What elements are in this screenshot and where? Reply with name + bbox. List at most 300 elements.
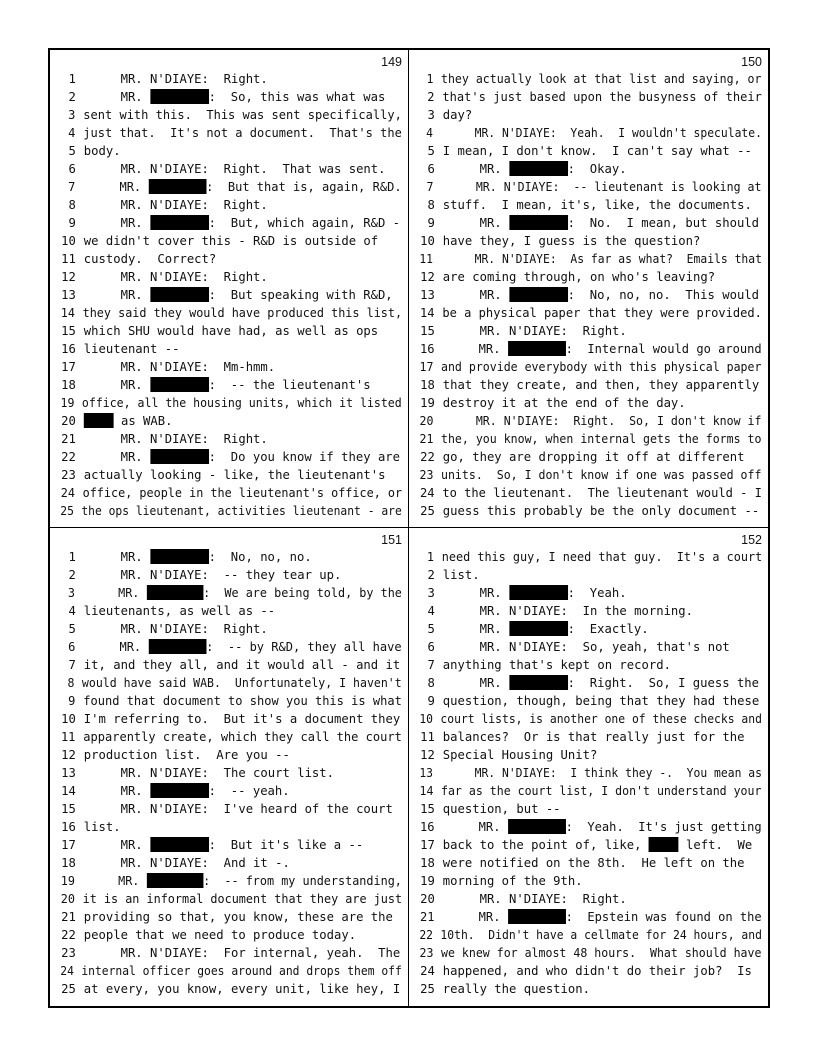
transcript-line [50, 142, 402, 160]
line-number: 23 [419, 468, 434, 482]
transcript-line [409, 268, 762, 286]
line-text: morning of the 9th. [442, 874, 583, 888]
line-text: sent with this. This was sent specifically, [83, 108, 402, 122]
line-text: MR. : We are being told, by the [82, 586, 402, 600]
transcript-line [50, 412, 402, 430]
transcript-line [409, 124, 762, 142]
transcript-line [409, 394, 762, 412]
transcript-line [50, 268, 402, 286]
line-number: 5 [68, 144, 76, 158]
redaction-box [509, 585, 568, 600]
line-text: MR. : -- the lieutenant's [83, 378, 371, 392]
transcript-line [409, 944, 762, 962]
transcript-line [50, 800, 402, 818]
transcript-line [409, 304, 762, 322]
line-number: 21 [419, 432, 434, 446]
transcript-line [409, 484, 762, 502]
transcript-line [50, 728, 402, 746]
line-number: 17 [61, 838, 76, 852]
line-text: body. [83, 144, 121, 158]
line-text: MR. : -- yeah. [83, 784, 290, 798]
line-text: stuff. I mean, it's, like, the documents. [442, 198, 752, 212]
line-number: 16 [419, 820, 435, 834]
transcript-line [50, 466, 402, 484]
line-number: 3 [427, 586, 435, 600]
redaction-box [150, 783, 209, 798]
line-text: MR. N'DIAYE: And it -. [83, 856, 290, 870]
line-text: guess this probably be the only document -- [442, 504, 760, 518]
line-text: MR. : -- from my understanding, [82, 874, 402, 888]
line-text: I'm referring to. But it's a document they [83, 712, 401, 726]
line-text: it, and they all, and it would all - and it [83, 658, 401, 672]
transcript-lines [409, 70, 764, 520]
line-number: 10 [61, 712, 76, 726]
line-number: 13 [420, 288, 435, 302]
line-text: need this guy, I need that guy. It's a court [441, 550, 763, 564]
transcript-line [50, 448, 402, 466]
transcript-line [50, 232, 402, 250]
transcript-line [409, 358, 762, 376]
transcript-line [409, 584, 762, 602]
line-text: court lists, is another one of these checks and [440, 712, 762, 726]
line-number: 16 [61, 342, 76, 356]
redaction-box [150, 215, 209, 230]
line-number: 2 [68, 90, 76, 104]
transcript-line [409, 656, 762, 674]
transcript-line [409, 232, 762, 250]
line-text: MR. : Right. So, I guess the [442, 676, 760, 690]
line-text: MR. : -- by R&D, they all have [83, 640, 402, 654]
transcript-line [409, 746, 762, 764]
transcript-line [50, 124, 402, 142]
transcript-line [409, 854, 762, 872]
transcript-line [50, 980, 402, 998]
transcript-line [409, 548, 763, 566]
line-number: 21 [61, 910, 76, 924]
line-number: 6 [68, 640, 76, 654]
line-text: MR. : No. I mean, but should [442, 216, 760, 230]
transcript-line [50, 926, 402, 944]
transcript-line [50, 430, 402, 448]
transcript-line [409, 160, 762, 178]
line-text: MR. : Yeah. [442, 586, 627, 600]
line-text: were notified on the 8th. He left on the [442, 856, 745, 870]
line-text: MR. N'DIAYE: For internal, yeah. The [83, 946, 401, 960]
line-number: 5 [427, 144, 435, 158]
line-text: MR. : Do you know if they are [83, 450, 401, 464]
line-number: 2 [68, 568, 76, 582]
transcript-line [409, 196, 762, 214]
line-number: 23 [419, 946, 434, 960]
line-number: 16 [61, 820, 76, 834]
transcript-line [409, 142, 762, 160]
transcript-line [50, 566, 402, 584]
line-number: 6 [68, 162, 76, 176]
page-number: 149 [381, 55, 402, 69]
transcript-line [50, 818, 402, 836]
transcript-line [50, 70, 402, 88]
line-text: MR. : Yeah. It's just getting [442, 820, 762, 834]
line-text: MR. : No, no, no. This would [442, 288, 760, 302]
line-text: day? [442, 108, 473, 122]
line-number: 10 [420, 234, 435, 248]
line-number: 18 [61, 378, 76, 392]
line-number: 25 [61, 982, 76, 996]
redaction-box [147, 873, 204, 888]
line-number: 10 [61, 234, 76, 248]
line-text: that they create, and then, they apparently [442, 378, 760, 392]
line-number: 3 [68, 108, 76, 122]
line-text: production list. Are you -- [83, 748, 290, 762]
line-number: 15 [420, 802, 435, 816]
transcript-line [50, 908, 402, 926]
line-text: question, though, being that they had these [442, 694, 760, 708]
line-text: actually looking - like, the lieutenant's [83, 468, 386, 482]
transcript-line [50, 782, 402, 800]
transcript-line [50, 178, 402, 196]
transcript-line [409, 926, 762, 944]
line-number: 25 [420, 982, 435, 996]
line-number: 1 [68, 72, 76, 86]
redaction-box [150, 89, 209, 104]
line-text: they actually look at that list and saying, or [440, 72, 762, 86]
line-text: MR. N'DIAYE: Right. [83, 198, 268, 212]
redaction-box [150, 449, 209, 464]
transcript-line [409, 70, 762, 88]
line-text: MR. : But, which again, R&D - [83, 216, 401, 230]
line-text: list. [83, 820, 121, 834]
transcript-line [50, 764, 402, 782]
line-number: 2 [427, 568, 435, 582]
transcript-line [50, 962, 402, 980]
page-number: 150 [741, 55, 762, 69]
transcript-page [50, 528, 409, 1006]
line-text: units. So, I don't know if one was passed off [440, 468, 762, 482]
line-number: 19 [60, 874, 75, 888]
line-number: 24 [60, 486, 75, 500]
transcript-line [409, 448, 762, 466]
transcript-line [50, 394, 402, 412]
redaction-box [509, 287, 568, 302]
redaction-box [509, 215, 568, 230]
line-text: MR. N'DIAYE: Right. [442, 892, 627, 906]
line-number: 18 [420, 856, 435, 870]
line-text: and provide everybody with this physical paper [440, 360, 762, 374]
transcript-line [50, 304, 403, 322]
transcript-line [50, 746, 402, 764]
line-text: people that we need to produce today. [83, 928, 357, 942]
line-text: MR. N'DIAYE: Right. So, I don't know if [440, 414, 762, 428]
transcript-line [409, 620, 762, 638]
line-text: MR. N'DIAYE: -- lieutenant is looking at [440, 180, 762, 194]
transcript-line [409, 214, 762, 232]
transcript-grid [48, 48, 770, 1008]
line-text: MR. : Exactly. [442, 622, 649, 636]
line-number: 20 [60, 892, 75, 906]
line-text: Special Housing Unit? [442, 748, 598, 762]
transcript-line [50, 872, 402, 890]
transcript-line [409, 178, 762, 196]
line-text: MR. : But speaking with R&D, [83, 288, 393, 302]
line-number: 12 [61, 748, 76, 762]
line-number: 14 [419, 306, 435, 320]
line-text: MR. N'DIAYE: Right. [83, 270, 268, 284]
line-text: to the lieutenant. The lieutenant would - I [442, 486, 762, 500]
transcript-line [409, 836, 762, 854]
transcript-line [50, 358, 402, 376]
transcript-page [50, 50, 409, 528]
line-number: 12 [420, 748, 435, 762]
line-number: 7 [426, 180, 434, 194]
line-number: 12 [61, 270, 76, 284]
transcript-page [409, 50, 768, 528]
transcript-line [409, 430, 762, 448]
transcript-line [409, 800, 762, 818]
transcript-line [409, 412, 762, 430]
transcript-line [409, 376, 762, 394]
transcript-line [50, 584, 402, 602]
line-number: 9 [68, 694, 76, 708]
line-number: 15 [61, 324, 76, 338]
line-text: the, you know, when internal gets the forms to [440, 432, 762, 446]
line-number: 10 [419, 712, 434, 726]
transcript-line [409, 250, 762, 268]
line-text: far as the court list, I don't understand your [440, 784, 762, 798]
line-text: have they, I guess is the question? [442, 234, 701, 248]
line-number: 21 [419, 910, 435, 924]
line-number: 24 [420, 964, 435, 978]
transcript-line [409, 692, 762, 710]
transcript-line [50, 638, 402, 656]
line-text: MR. N'DIAYE: Right. [442, 324, 627, 338]
transcript-line [50, 340, 402, 358]
redaction-box [84, 413, 114, 428]
line-text: MR. N'DIAYE: Right. [83, 72, 268, 86]
redaction-box [150, 377, 209, 392]
transcript-line [409, 106, 762, 124]
line-text: office, people in the lieutenant's office, or [82, 486, 403, 500]
transcript-line [409, 340, 762, 358]
line-number: 25 [420, 504, 435, 518]
line-number: 23 [61, 946, 76, 960]
transcript-line [50, 944, 402, 962]
transcript-line [409, 638, 762, 656]
line-text: MR. N'DIAYE: -- they tear up. [83, 568, 342, 582]
transcript-line [50, 502, 402, 520]
line-number: 21 [61, 432, 76, 446]
transcript-line [50, 674, 402, 692]
line-number: 11 [419, 252, 434, 266]
transcript-line [50, 890, 403, 908]
line-number: 12 [420, 270, 435, 284]
transcript-line [50, 620, 402, 638]
line-number: 7 [68, 658, 76, 672]
line-number: 24 [60, 964, 74, 978]
transcript-line [50, 692, 402, 710]
transcript-line [50, 710, 402, 728]
transcript-line [50, 484, 403, 502]
transcript-line [409, 88, 762, 106]
line-number: 3 [427, 108, 435, 122]
line-number: 11 [61, 252, 76, 266]
line-text: 10th. Didn't have a cellmate for 24 hours, and [440, 928, 762, 942]
line-number: 4 [68, 126, 76, 140]
redaction-box [147, 585, 204, 600]
line-text: MR. N'DIAYE: The court list. [83, 766, 335, 780]
line-text: anything that's kept on record. [442, 658, 671, 672]
line-text: internal officer goes around and drops them off [81, 964, 402, 978]
line-text: go, they are dropping it off at different [442, 450, 745, 464]
line-number: 18 [420, 378, 435, 392]
line-number: 14 [60, 306, 75, 320]
line-number: 22 [420, 450, 435, 464]
page-number: 151 [381, 533, 402, 547]
line-text: that's just based upon the busyness of their [442, 90, 762, 104]
line-text: found that document to show you this is what [83, 694, 402, 708]
line-text: lieutenant -- [83, 342, 180, 356]
transcript-line [50, 106, 402, 124]
line-text: which SHU would have had, as well as ops [83, 324, 379, 338]
transcript-line [50, 548, 402, 566]
redaction-box [150, 287, 209, 302]
line-number: 4 [427, 604, 435, 618]
line-text: MR. : No, no, no. [83, 550, 312, 564]
line-text: custody. Correct? [83, 252, 217, 266]
line-text: list. [442, 568, 480, 582]
transcript-line [409, 322, 762, 340]
transcript-line [50, 322, 402, 340]
line-text: MR. N'DIAYE: Right. [83, 432, 268, 446]
transcript-line [50, 88, 402, 106]
redaction-box [649, 837, 679, 852]
transcript-line [409, 782, 762, 800]
transcript-line [50, 376, 402, 394]
transcript-line [50, 602, 402, 620]
line-text: MR. : But it's like a -- [83, 838, 364, 852]
transcript-line [50, 656, 402, 674]
line-number: 6 [427, 640, 435, 654]
line-number: 14 [419, 784, 434, 798]
line-text: balances? Or is that really just for the [442, 730, 745, 744]
line-number: 4 [68, 604, 76, 618]
line-text: at every, you know, every unit, like hey, I [83, 982, 401, 996]
line-number: 22 [419, 928, 434, 942]
line-text: just that. It's not a document. That's the [83, 126, 402, 140]
line-text: we didn't cover this - R&D is outside of [83, 234, 379, 248]
line-number: 17 [420, 838, 435, 852]
line-number: 1 [426, 72, 434, 86]
transcript-line [50, 160, 402, 178]
redaction-box [150, 837, 209, 852]
line-number: 23 [61, 468, 76, 482]
redaction-box [509, 621, 568, 636]
line-number: 3 [67, 586, 75, 600]
line-text: MR. : Epstein was found on the [442, 910, 762, 924]
transcript-line [50, 250, 402, 268]
transcript-line [409, 466, 762, 484]
line-text: MR. N'DIAYE: Right. That was sent. [83, 162, 386, 176]
redaction-box [148, 639, 206, 654]
line-number: 24 [419, 486, 435, 500]
transcript-lines [50, 548, 404, 998]
line-number: 20 [419, 414, 434, 428]
line-number: 8 [67, 676, 75, 690]
transcript-lines [409, 548, 764, 998]
transcript-line [409, 908, 762, 926]
line-number: 22 [61, 928, 76, 942]
transcript-line [409, 962, 762, 980]
line-number: 11 [60, 730, 76, 744]
redaction-box [508, 341, 566, 356]
line-number: 15 [420, 324, 435, 338]
line-number: 13 [61, 766, 76, 780]
line-text: MR. : Okay. [442, 162, 627, 176]
line-text: we knew for almost 48 hours. What should have [440, 946, 762, 960]
redaction-box [150, 549, 209, 564]
transcript-line [409, 980, 762, 998]
line-text: office, all the housing units, which it listed [81, 396, 402, 410]
line-text: they said they would have produced this list, [82, 306, 403, 320]
line-text: back to the point of, like, left. We [442, 838, 753, 852]
line-number: 9 [427, 694, 435, 708]
line-text: it is an informal document that they are just [82, 892, 403, 906]
line-text: really the question. [442, 982, 590, 996]
line-number: 20 [61, 414, 76, 428]
transcript-line [50, 286, 402, 304]
page-number: 152 [741, 533, 762, 547]
transcript-line [409, 566, 762, 584]
line-number: 6 [427, 162, 435, 176]
redaction-box [508, 909, 566, 924]
line-number: 14 [61, 784, 76, 798]
line-text: MR. : So, this was what was [83, 90, 386, 104]
line-text: MR. N'DIAYE: In the morning. [442, 604, 694, 618]
line-number: 19 [420, 396, 435, 410]
transcript-page [409, 528, 768, 1006]
transcript-line [50, 214, 402, 232]
line-number: 2 [427, 90, 435, 104]
transcript-line [409, 674, 762, 692]
transcript-line [409, 602, 762, 620]
line-number: 17 [419, 360, 434, 374]
line-text: MR. N'DIAYE: Right. [83, 622, 268, 636]
line-text: MR. N'DIAYE: As far as what? Emails that [440, 252, 762, 266]
transcript-line [409, 890, 762, 908]
line-number: 7 [68, 180, 76, 194]
line-text: I mean, I don't know. I can't say what -- [442, 144, 752, 158]
redaction-box [509, 161, 568, 176]
line-text: MR. N'DIAYE: I've heard of the court [83, 802, 393, 816]
line-number: 9 [427, 216, 435, 230]
line-number: 13 [419, 766, 434, 780]
line-text: lieutenants, as well as -- [83, 604, 276, 618]
transcript-line [409, 502, 762, 520]
line-text: MR. : Internal would go around [442, 342, 762, 356]
line-number: 8 [427, 198, 435, 212]
line-number: 8 [427, 676, 435, 690]
line-number: 13 [61, 288, 76, 302]
line-text: MR. N'DIAYE: I think they -. You mean as [440, 766, 762, 780]
line-number: 4 [426, 126, 434, 140]
line-number: 7 [427, 658, 435, 672]
line-text: the ops lieutenant, activities lieutenant - are [81, 504, 402, 518]
line-number: 1 [68, 550, 76, 564]
line-text: MR. N'DIAYE: So, yeah, that's not [442, 640, 730, 654]
redaction-box [508, 819, 566, 834]
line-number: 15 [61, 802, 76, 816]
line-number: 19 [420, 874, 435, 888]
line-number: 9 [68, 216, 76, 230]
